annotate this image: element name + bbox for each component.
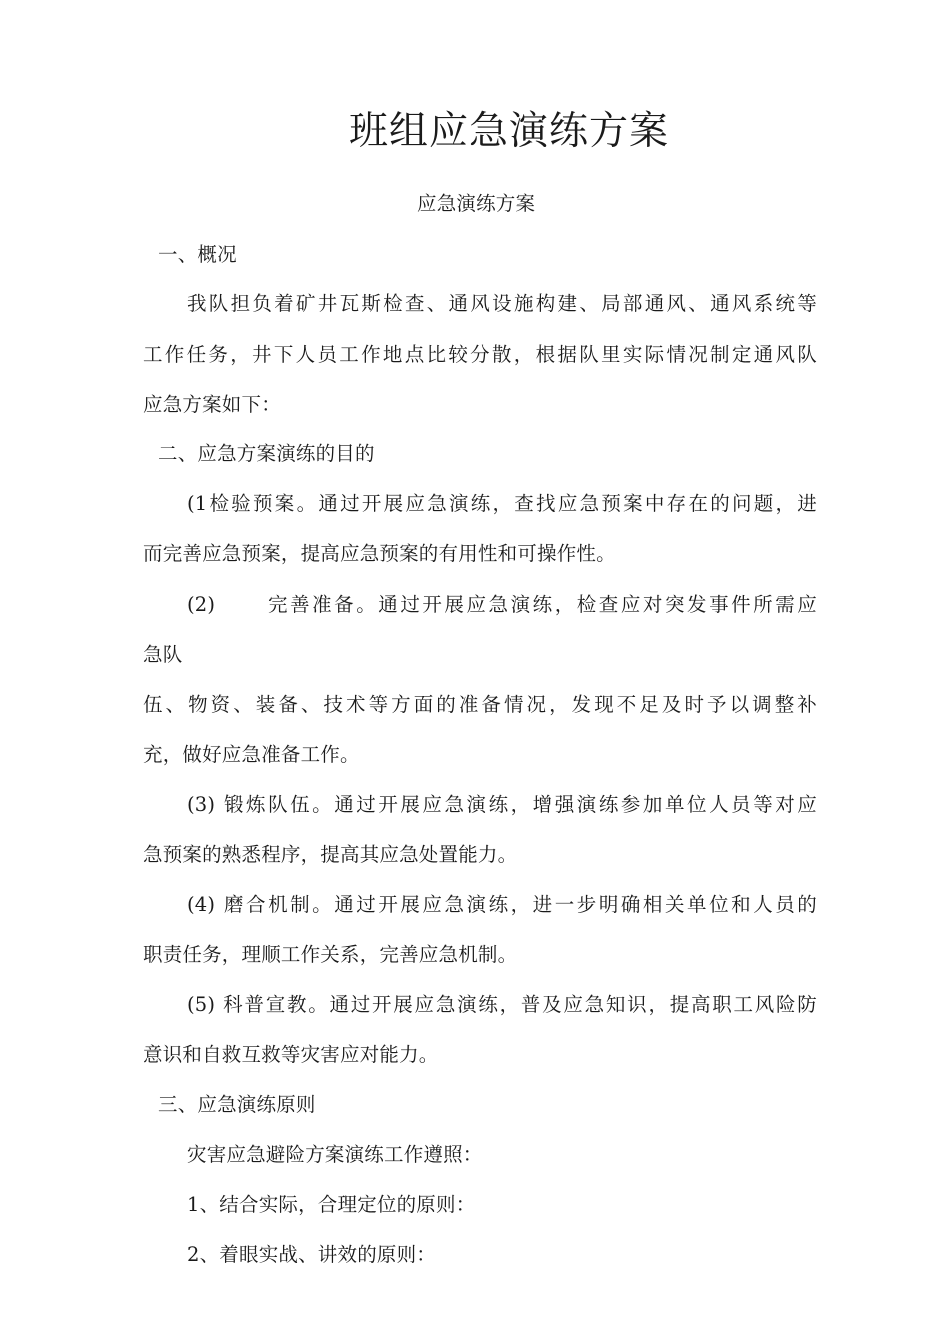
list-item-number: (2) <box>187 593 216 616</box>
section-heading-purpose: 二、应急方案演练的目的 <box>158 442 375 465</box>
list-item-line: 伍、物资、装备、技术等方面的准备情况，发现不足及时予以调整补 <box>143 693 817 716</box>
list-item-line: 充，做好应急准备工作。 <box>143 743 360 766</box>
list-item-line: (5) 科普宣教。通过开展应急演练，普及应急知识，提高职工风险防 <box>187 993 817 1016</box>
list-item-line: (3) 锻炼队伍。通过开展应急演练，增强演练参加单位人员等对应 <box>187 793 817 816</box>
paragraph-line: 应急方案如下： <box>143 393 281 416</box>
paragraph-line: 灾害应急避险方案演练工作遵照： <box>187 1143 483 1166</box>
section-heading-overview: 一、概况 <box>158 243 237 266</box>
principle-item: 1、结合实际，合理定位的原则： <box>187 1193 476 1216</box>
paragraph-line: 我队担负着矿井瓦斯检查、通风设施构建、局部通风、通风系统等 <box>187 292 817 315</box>
list-item-line: 急预案的熟悉程序，提高其应急处置能力。 <box>143 843 518 866</box>
paragraph-line: 工作任务，井下人员工作地点比较分散，根据队里实际情况制定通风队 <box>143 343 817 366</box>
list-item-line: 职责任务，理顺工作关系，完善应急机制。 <box>143 943 518 966</box>
document-subtitle: 应急演练方案 <box>417 192 536 215</box>
list-item-line: 意识和自救互救等灾害应对能力。 <box>143 1043 439 1066</box>
list-item-line: 完善准备。通过开展应急演练，检查应对突发事件所需应 <box>268 593 817 616</box>
list-item-line: (4) 磨合机制。通过开展应急演练，进一步明确相关单位和人员的 <box>187 893 817 916</box>
list-item-line: (1检验预案。通过开展应急演练，查找应急预案中存在的问题，进 <box>187 492 817 515</box>
section-heading-principles: 三、应急演练原则 <box>158 1093 316 1116</box>
document-title: 班组应急演练方案 <box>349 109 670 154</box>
principle-item: 2、着眼实战、讲效的原则： <box>187 1243 437 1266</box>
list-item-line: 而完善应急预案，提高应急预案的有用性和可操作性。 <box>143 542 616 565</box>
list-item-line: 急队 <box>143 643 183 666</box>
